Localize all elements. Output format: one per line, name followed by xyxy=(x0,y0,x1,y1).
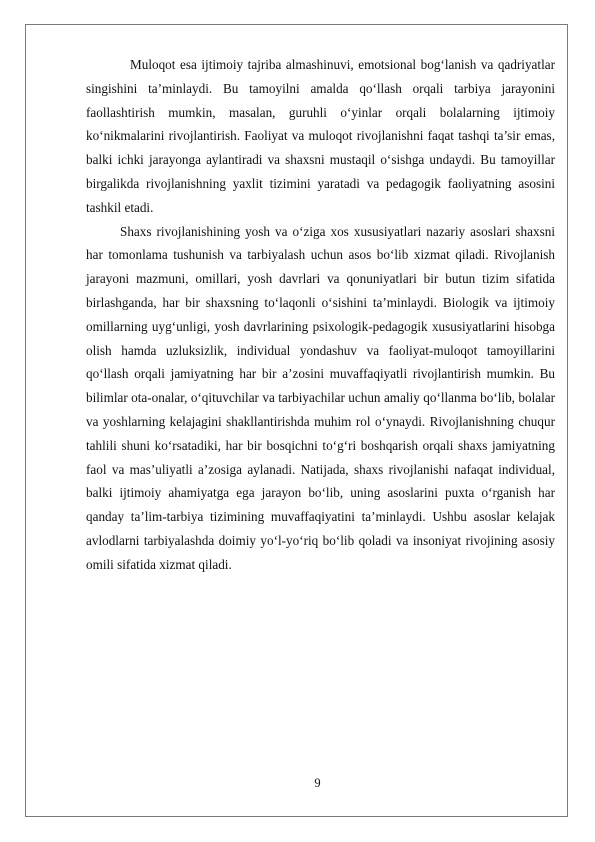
paragraph: Muloqot esa ijtimoiy tajriba almashinuvi, emotsional bog‘lanish va qadriyatlar singishini ta’minlaydi. Bu tamoyilni amalda qo‘llash orqali tarbiya jarayonini faollashtirish mumkin, masalan, guruhli o‘yinlar orqali bolalarning ijtimoiy ko‘nikmalarini rivojlantirish. Faoliyat va muloqot rivojlanishni faqat tashqi ta’sir emas, balki ichki jarayonga aylantiradi va shaxsni mustaqil o‘sishga undaydi. Bu tamoyillar birgalikda rivojlanishning yaxlit tizimini yaratadi va pedagogik faoliyatning asosini tashkil etadi. xyxy=(86,57,555,215)
page-number: 9 xyxy=(314,776,321,790)
body-text xyxy=(86,53,555,577)
paragraph: Shaxs rivojlanishining yosh va o‘ziga xos xususiyatlari nazariy asoslari shaxsni har tomonlama tushunish va tarbiyalash uchun asos bo‘lib xizmat qiladi. Rivojlanish jarayoni mazmuni, omillari, yosh davrlari va qonuniyatlari bir butun tizim sifatida birlashganda, har bir shaxsning to‘laqonli o‘sishini ta’minlaydi. Biologik va ijtimoiy omillarning uyg‘unligi, yosh davrlarining psixologik-pedagogik xususiyatlarini hisobga olish hamda uzluksizlik, individual yondashuv va faoliyat-muloqot tamoyillarini qo‘llash orqali jamiyatning har bir a’zosini muvaffaqiyatli rivojlantirish mumkin. Bu bilimlar ota-onalar, o‘qituvchilar va tarbiyachilar uchun amaliy qo‘llanma bo‘lib, bolalar va yoshlarning kelajagini shakllantirishda muhim rol o‘ynaydi. Rivojlanishning chuqur tahlili shuni ko‘rsatadiki, har bir bosqichni to‘g‘ri boshqarish orqali shaxs jamiyatning faol va mas’uliyatli a’zosiga aylanadi. Natijada, shaxs rivojlanishi nafaqat individual, balki ijtimoiy ahamiyatga ega jarayon bo‘lib, uning asoslarini puxta o‘rganish har qanday ta’lim-tarbiya tizimining muvaffaqiyatini ta’minlaydi. Ushbu asoslar kelajak avlodlarni tarbiyalashda doimiy yo‘l-yo‘riq bo‘lib qoladi va insoniyat rivojining asosiy omili sifatida xizmat qiladi. xyxy=(86,223,555,572)
